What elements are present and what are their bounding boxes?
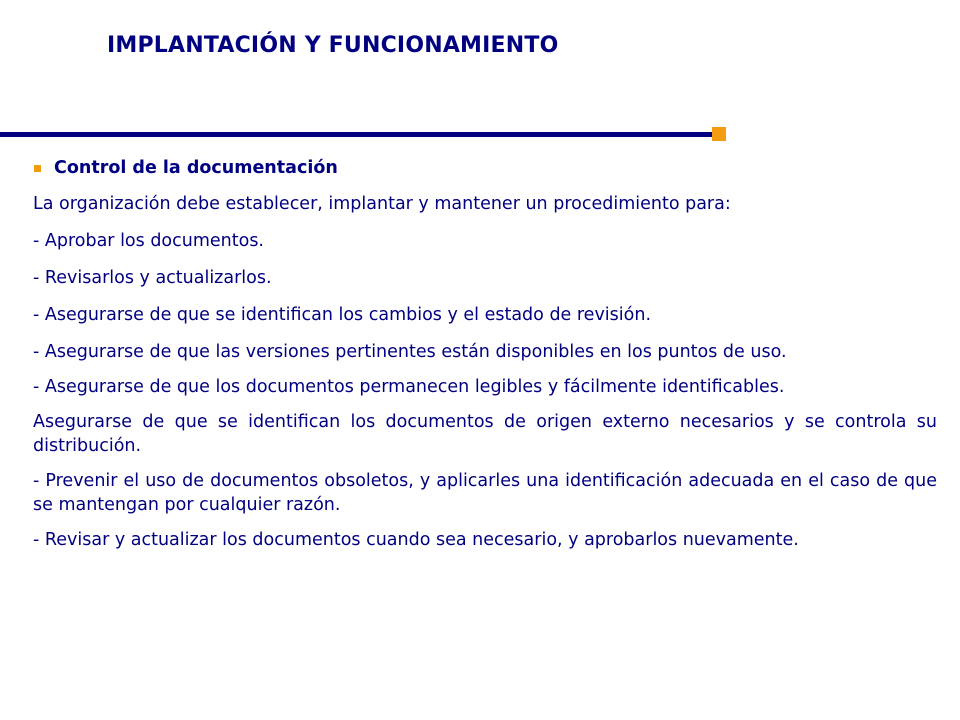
- list-item: - Revisar y actualizar los documentos cuando sea necesario, y aprobarlos nuevamente.: [33, 530, 799, 550]
- list-item: - Asegurarse de que los documentos permanecen legibles y fácilmente identificables.: [33, 377, 785, 397]
- list-item: Asegurarse de que se identifican los documentos de origen externo necesarios y se controla su distribución.: [33, 412, 937, 456]
- list-item: - Aprobar los documentos.: [33, 231, 264, 251]
- list-item: - Revisarlos y actualizarlos.: [33, 268, 272, 288]
- slide-content: [33, 156, 937, 563]
- section-heading: [33, 156, 937, 180]
- list-item: - Asegurarse de que se identifican los cambios y el estado de revisión.: [33, 305, 652, 325]
- square-bullet-icon: [34, 165, 41, 172]
- intro-text: La organización debe establecer, implantar y mantener un procedimiento para:: [33, 194, 731, 214]
- section-heading-text: Control de la documentación: [54, 158, 338, 178]
- title-divider: [0, 132, 712, 137]
- list-item: - Asegurarse de que las versiones pertinentes están disponibles en los puntos de uso.: [33, 342, 787, 362]
- list-item: - Prevenir el uso de documentos obsoletos, y aplicarles una identificación adecuada en el caso de que se mantengan por cualquier razón.: [33, 471, 937, 515]
- page-title: IMPLANTACIÓN Y FUNCIONAMIENTO: [107, 33, 559, 58]
- divider-accent-square: [712, 127, 726, 141]
